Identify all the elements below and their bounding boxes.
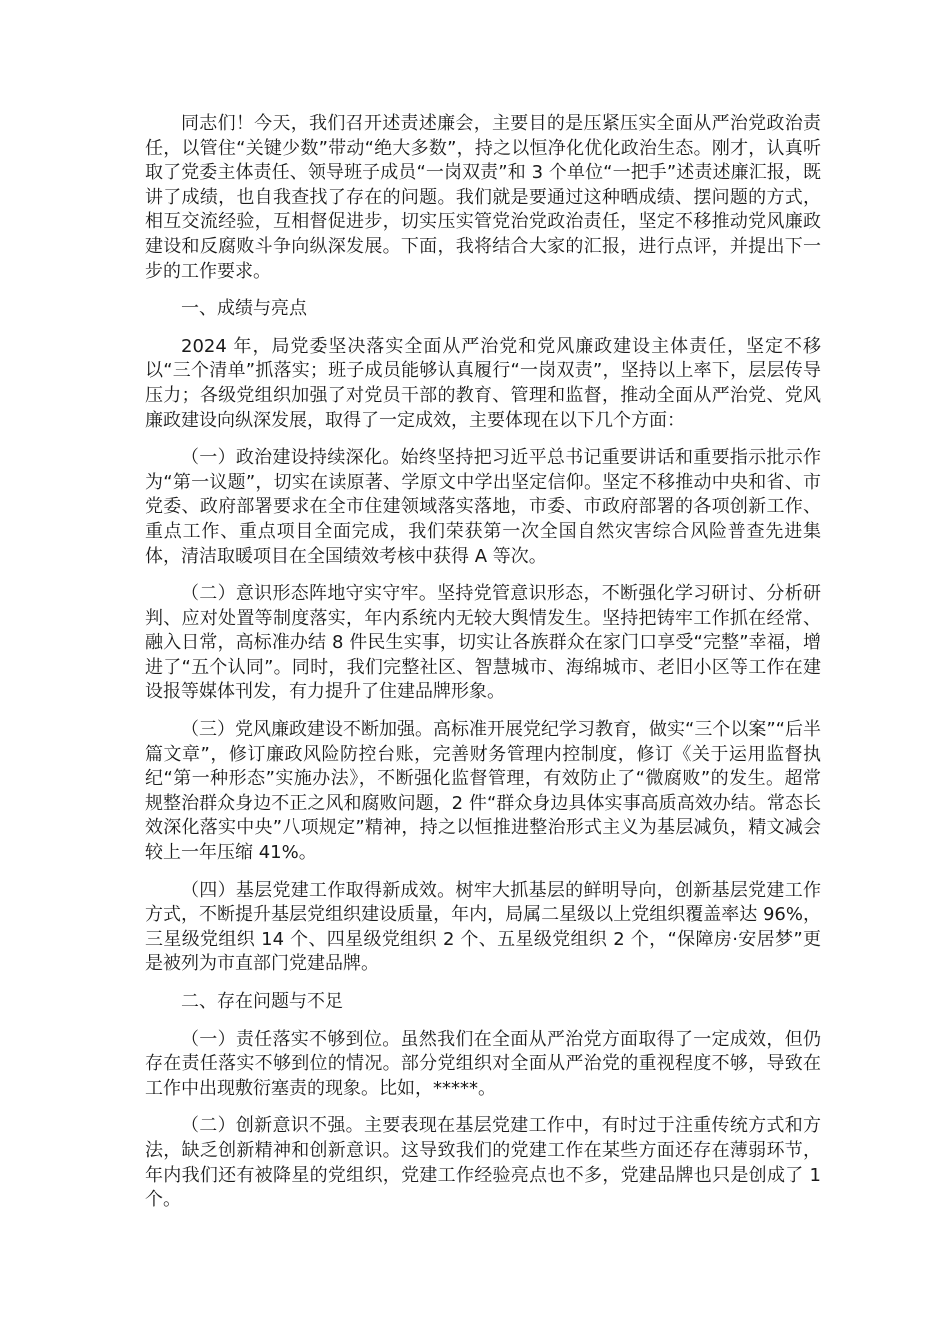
section-1-item-4-paragraph: （四）基层党建工作取得新成效。树牢大抓基层的鲜明导向，创新基层党建工作方式，不断提升基层党组织建设质量，年内，局属二星级以上党组织覆盖率达 96%，三星级党组织 14 个、四星级党组织 2 个、五星级党组织 2 个，“保障房·安居梦”更是被列为市直部门党建品牌。: [145, 879, 821, 975]
section-1-item-3-paragraph: （三）党风廉政建设不断加强。高标准开展党纪学习教育，做实“三个以案”“后半篇文章”，修订廉政风险防控台账，完善财务管理内控制度，修订《关于运用监督执纪“第一种形态”实施办法》，不断强化监督管理，有效防止了“微腐败”的发生。超常规整治群众身边不正之风和腐败问题，2 件“群众身边具体实事高质高效办结。常态长效深化落实中央”八项规定”精神，持之以恒推进整治形式主义为基层减负，精文减会较上一年压缩 41%。: [145, 719, 821, 864]
section-1-item-2-paragraph: （二）意识形态阵地守实守牢。坚持党管意识形态，不断强化学习研讨、分析研判、应对处置等制度落实，年内系统内无较大舆情发生。坚持把铸牢工作抓在经常、融入日常，高标准办结 8 件民生实事，切实让各族群众在家门口享受“完整”幸福，增进了“五个认同”。同时，我们完整社区、智慧城市、海绵城市、老旧小区等工作在建设报等媒体刊发，有力提升了住建品牌形象。: [145, 583, 821, 703]
section-2-item-1-paragraph: （一）责任落实不够到位。虽然我们在全面从严治党方面取得了一定成效，但仍存在责任落实不够到位的情况。部分党组织对全面从严治党的重视程度不够，导致在工作中出现敷衍塞责的现象。比如，*****。: [145, 1028, 821, 1099]
section-2-item-2-paragraph: （二）创新意识不强。主要表现在基层党建工作中，有时过于注重传统方式和方法，缺乏创新精神和创新意识。这导致我们的党建工作在某些方面还存在薄弱环节，年内我们还有被降星的党组织，党建工作经验亮点也不多，党建品牌也只是创成了 1 个。: [145, 1115, 821, 1211]
document-body: [145, 112, 821, 1226]
section-1-heading: 一、成绩与亮点: [181, 298, 307, 320]
section-2-heading: 二、存在问题与不足: [181, 991, 343, 1012]
section-1-item-1-paragraph: （一）政治建设持续深化。始终坚持把习近平总书记重要讲话和重要指示批示作为“第一议题”，切实在读原著、学原文中学出坚定信仰。坚定不移推动中央和省、市党委、政府部署要求在全市住建领域落实落地，市委、市政府部署的各项创新工作、重点工作、重点项目全面完成，我们荣获第一次全国自然灾害综合风险普查先进集体，清洁取暖项目在全国绩效考核中获得 A 等次。: [145, 447, 821, 567]
intro-paragraph: 同志们！今天，我们召开述责述廉会，主要目的是压紧压实全面从严治党政治责任，以管住“关键少数”带动“绝大多数”，持之以恒净化优化政治生态。刚才，认真听取了党委主体责任、领导班子成员“一岗双责”和 3 个单位“一把手”述责述廉汇报，既讲了成绩，也自我查找了存在的问题。我们就是要通过这种晒成绩、摆问题的方式，相互交流经验，互相督促进步，切实压实管党治党政治责任，坚定不移推动党风廉政建设和反腐败斗争向纵深发展。下面，我将结合大家的汇报，进行点评，并提出下一步的工作要求。: [145, 113, 821, 282]
section-1-intro-paragraph: 2024 年，局党委坚决落实全面从严治党和党风廉政建设主体责任，坚定不移以“三个清单”抓落实；班子成员能够认真履行“一岗双责”，坚持以上率下，层层传导压力；各级党组织加强了对党员干部的教育、管理和监督，推动全面从严治党、党风廉政建设向纵深发展，取得了一定成效，主要体现在以下几个方面：: [145, 335, 821, 431]
